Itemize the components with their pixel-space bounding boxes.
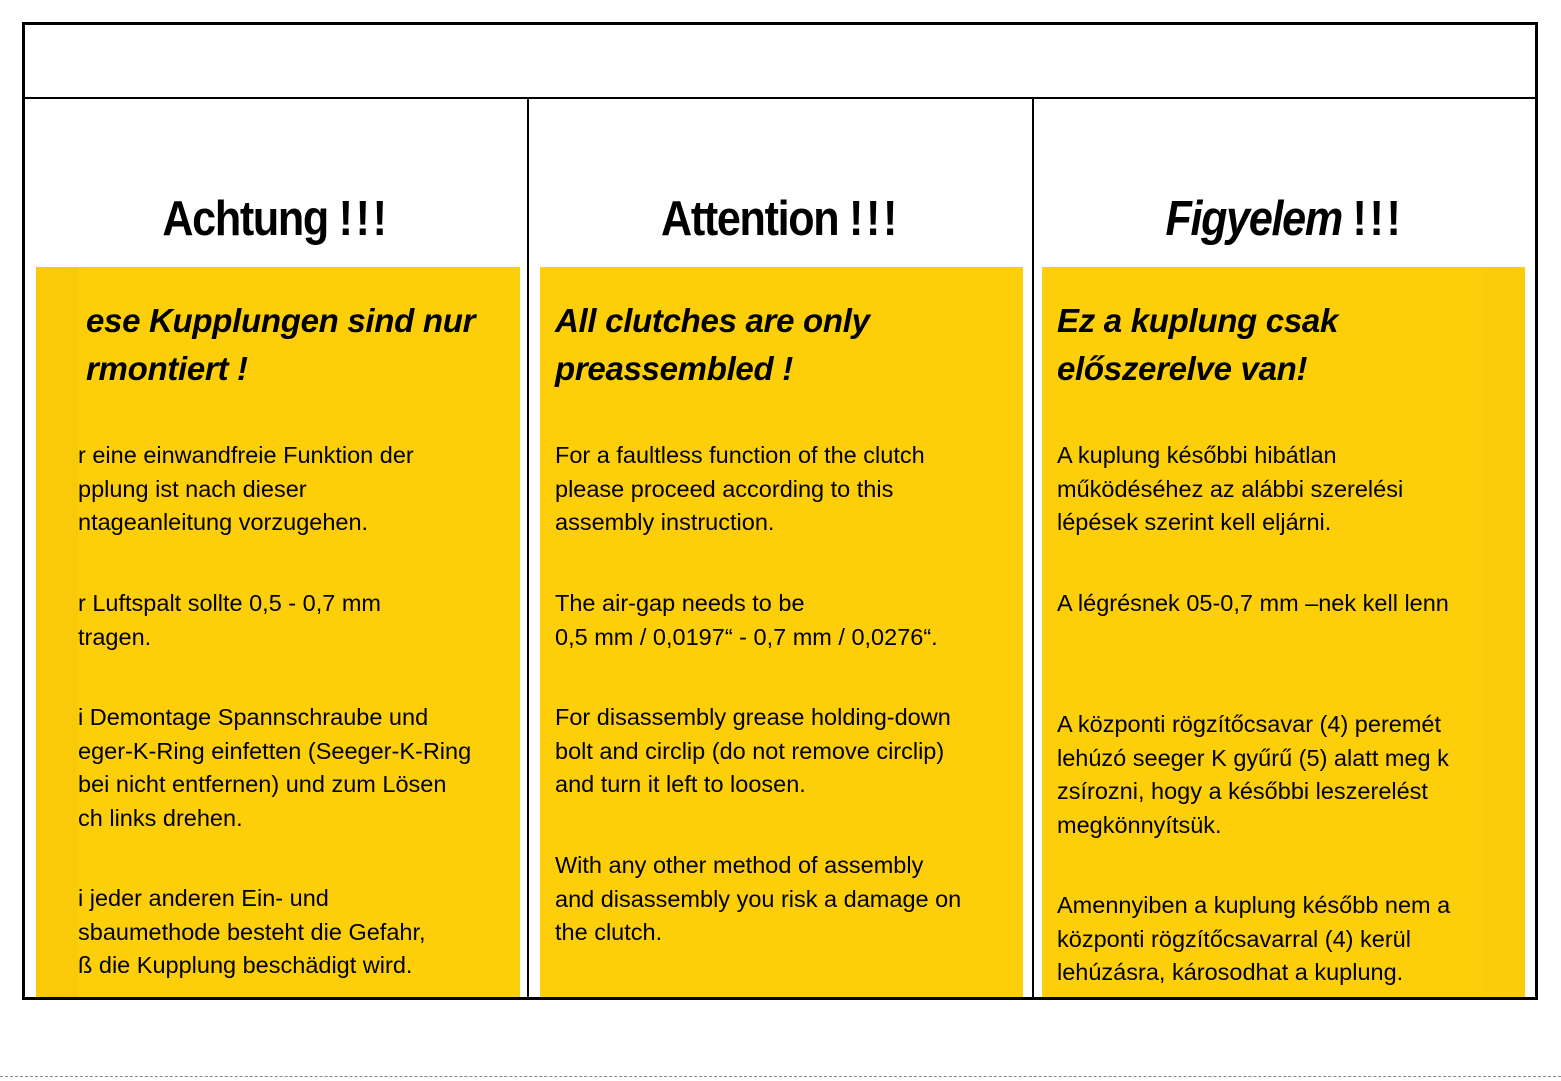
panel-heading: ese Kupplungen sind nur rmontiert ! [86,302,476,387]
column-german [25,99,527,997]
panel-paragraph: r Luftspalt sollte 0,5 - 0,7 mm tragen. [78,590,382,650]
warning-panel-english [540,267,1023,997]
panel-paragraph: r eine einwandfreie Funktion der pplung ist nach dieser ntageanleitung vorzugehen. [78,442,414,535]
panel-heading: Ez a kuplung csak előszerelve van! [1057,302,1338,387]
panel-heading: All clutches are only preassembled ! [555,302,870,387]
panel-paragraph: For a faultless function of the clutch please proceed according to this assembly instruction. [555,442,925,535]
panel-paragraph: i jeder anderen Ein- und sbaumethode besteht die Gefahr, ß die Kupplung beschädigt wird. [78,885,426,978]
warning-panel-german [36,267,520,997]
column-title-german: Achtung !!! [162,192,390,246]
instruction-table [22,22,1538,1000]
panel-paragraph: With any other method of assembly and disassembly you risk a damage on the clutch. [555,852,962,945]
column-hungarian [1034,99,1535,997]
panel-text-hungarian [1057,267,1451,997]
column-title-hungarian: Figyelem !!! [1165,192,1404,246]
panel-text-german [78,267,476,997]
panel-paragraph: The air-gap needs to be 0,5 mm / 0,0197“ - 0,7 mm / 0,0276“. [555,590,938,650]
panel-paragraph: A központi rögzítőcsavar (4) peremét lehúzó seeger K gyűrű (5) alatt meg k zsírozni, hogy a későbbi leszerelést megkönnyítsük. [1057,711,1449,838]
panel-paragraph: A kuplung későbbi hibátlan működéséhez az alábbi szerelési lépések szerint kell eljárni. [1057,442,1404,535]
panel-paragraph: For disassembly grease holding-down bolt and circlip (do not remove circlip) and turn it left to loosen. [555,704,951,797]
page-bottom-rule [0,1076,1561,1077]
column-english [529,99,1032,997]
panel-text-english [555,267,962,997]
column-title-english: Attention !!! [660,192,900,246]
panel-paragraph: Amennyiben a kuplung később nem a központi rögzítőcsavarral (4) kerül lehúzásra, károsodhat a kuplung. [1057,892,1451,985]
header-row [25,25,1535,99]
warning-panel-hungarian [1042,267,1525,997]
panel-paragraph: A légrésnek 05-0,7 mm –nek kell lenn [1057,590,1449,616]
panel-paragraph: i Demontage Spannschraube und eger-K-Ring einfetten (Seeger-K-Ring bei nicht entfernen) und zum Lösen ch links drehen. [78,704,472,831]
